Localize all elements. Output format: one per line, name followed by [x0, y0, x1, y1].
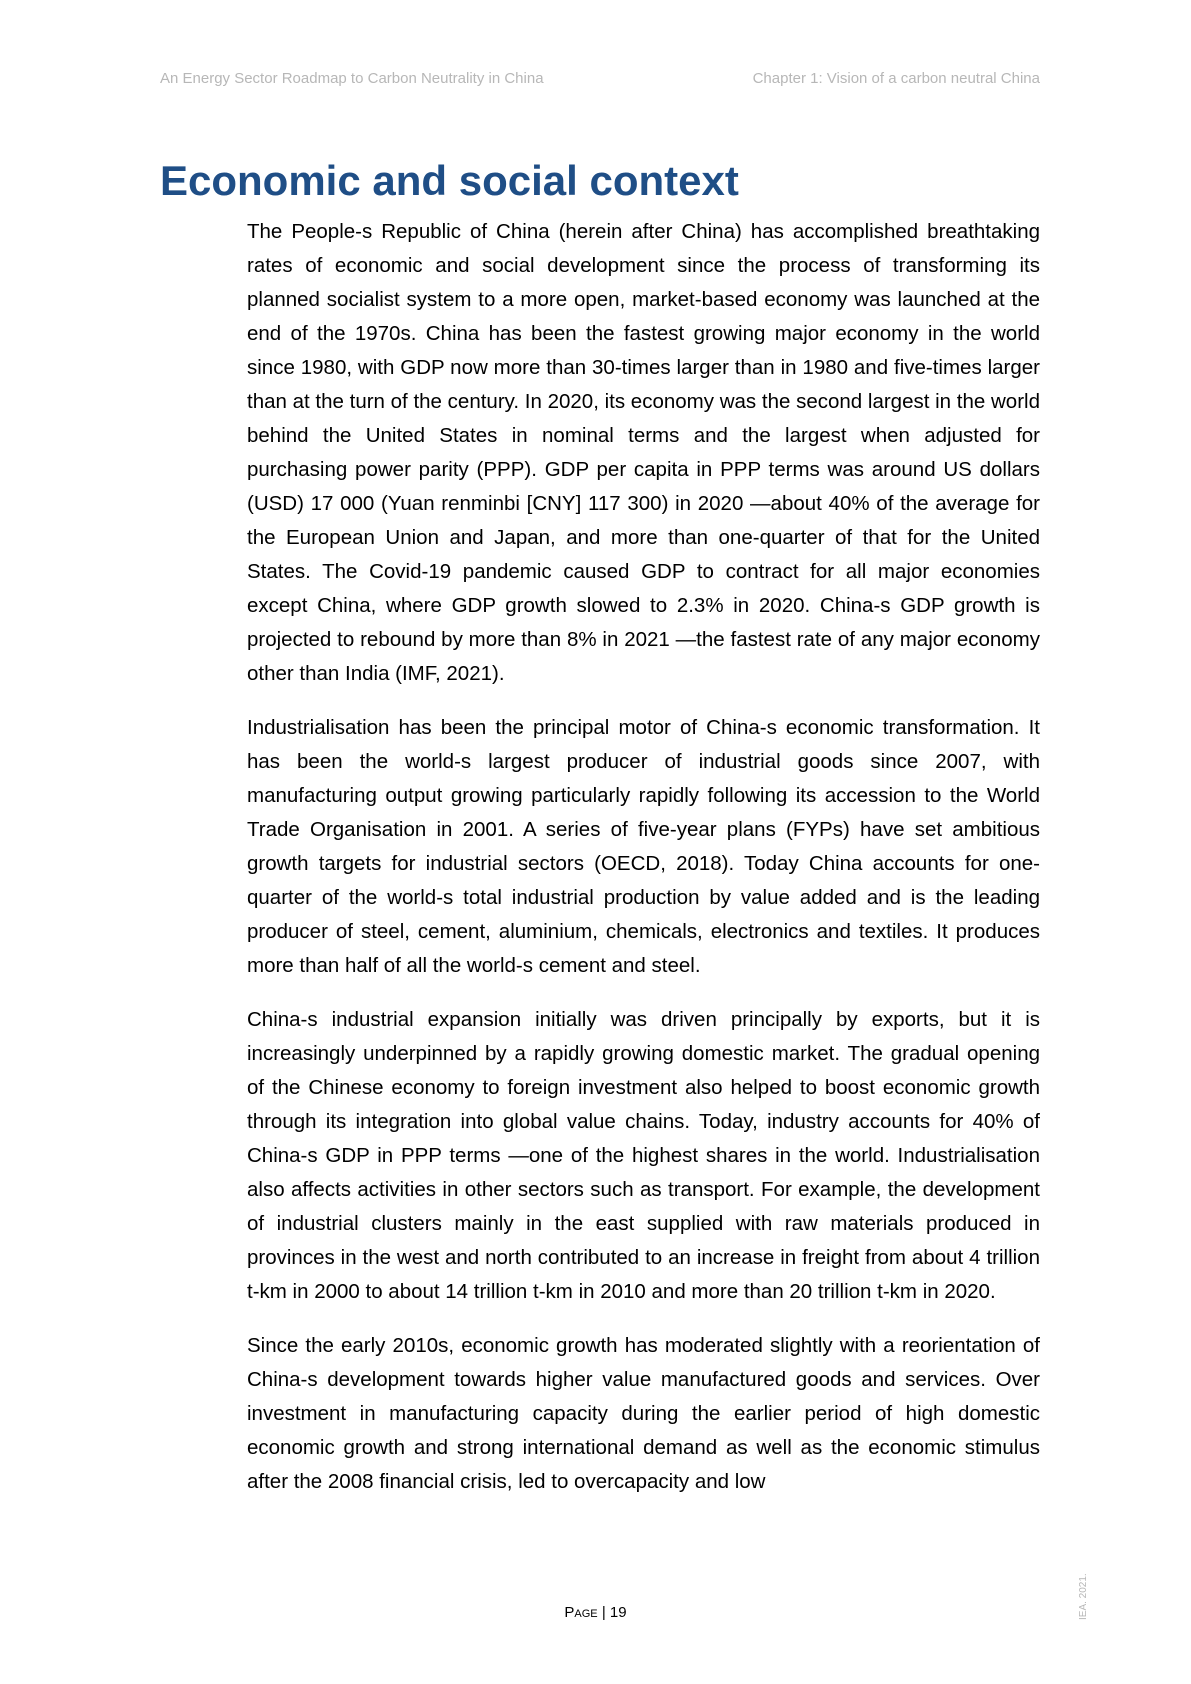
section-title: Economic and social context — [160, 157, 739, 204]
copyright-notice: IEA. 2021. — [1078, 1573, 1089, 1620]
header-chapter-title: Chapter 1: Vision of a carbon neutral China — [752, 70, 1040, 87]
paragraph-2: Industrialisation has been the principal motor of China‑s economic transformation. It has been the world‑s largest producer of industrial goods since 2007, with manufacturing output growing particularly rapidly following its accession to the World Trade Organisation in 2001. A series of five-year plans (FYPs) have set ambitious growth targets for industrial sectors (OECD, 2018). Today China accounts for one-quarter of the world‑s total industrial production by value added and is the leading producer of steel, cement, aluminium, chemicals, electronics and textiles. It produces more than half of all the world‑s cement and steel. — [247, 716, 1040, 977]
body-text — [247, 215, 1040, 1519]
paragraph-3: China‑s industrial expansion initially was driven principally by exports, but it is increasingly underpinned by a rapidly growing domestic market. The gradual opening of the Chinese economy to foreign investment also helped to boost economic growth through its integration into global value chains. Today, industry accounts for 40% of China‑s GDP in PPP terms —one of the highest shares in the world. Industrialisation also affects activities in other sectors such as transport. For example, the development of industrial clusters mainly in the east supplied with raw materials produced in provinces in the west and north contributed to an increase in freight from about 4 trillion t-km in 2000 to about 14 trillion t-km in 2010 and more than 20 trillion t-km in 2020. — [247, 1008, 1040, 1303]
page-footer — [0, 1604, 1191, 1621]
paragraph-4: Since the early 2010s, economic growth has moderated slightly with a reorientation of China‑s development towards higher value manufactured goods and services. Over investment in manufacturing capacity during the earlier period of high domestic economic growth and strong international demand as well as the economic stimulus after the 2008 financial crisis, led to overcapacity and low — [247, 1334, 1040, 1493]
page-label: Page — [564, 1604, 598, 1621]
header-document-title: An Energy Sector Roadmap to Carbon Neutrality in China — [160, 70, 544, 87]
page-separator: | — [597, 1604, 610, 1621]
running-header — [160, 70, 1040, 87]
page-number: 19 — [609, 1604, 627, 1621]
paragraph-1: The People‑s Republic of China (herein after China) has accomplished breathtaking rates of economic and social development since the process of transforming its planned socialist system to a more open, market-based economy was launched at the end of the 1970s. China has been the fastest growing major economy in the world since 1980, with GDP now more than 30-times larger than in 1980 and five-times larger than at the turn of the century. In 2020, its economy was the second largest in the world behind the United States in nominal terms and the largest when adjusted for purchasing power parity (PPP). GDP per capita in PPP terms was around US dollars (USD) 17 000 (Yuan renminbi [CNY] 117 300) in 2020 —about 40% of the average for the European Union and Japan, and more than one-quarter of that for the United States. The Covid-19 pandemic caused GDP to contract for all major economies except China, where GDP growth slowed to 2.3% in 2020. China‑s GDP growth is projected to rebound by more than 8% in 2021 —the fastest rate of any major economy other than India (IMF, 2021). — [247, 220, 1040, 685]
